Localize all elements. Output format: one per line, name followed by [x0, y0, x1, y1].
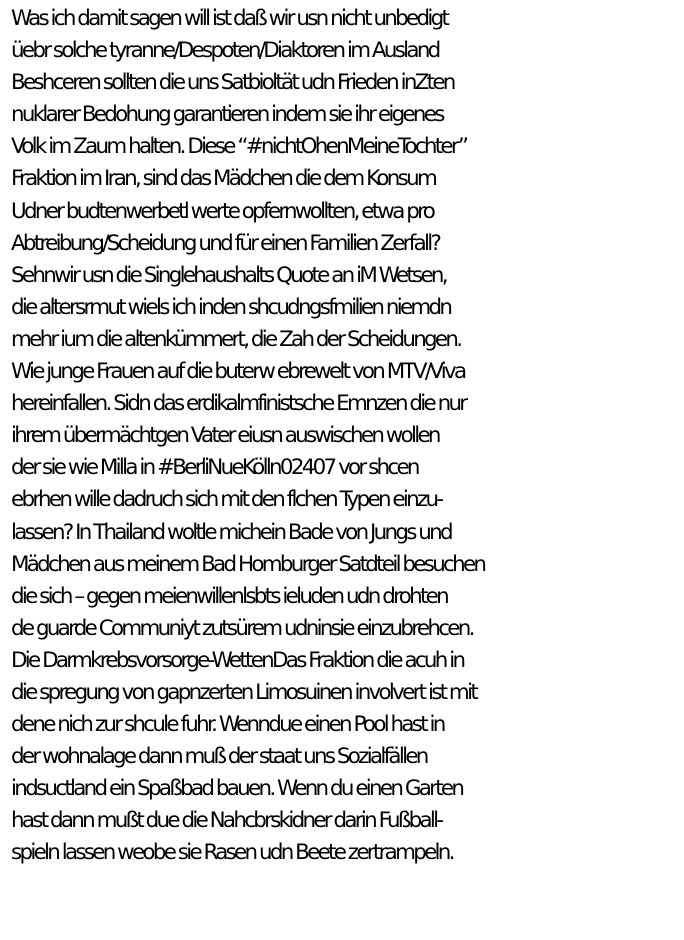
text-line: die sich – gegen meienwillenlsbts ieluden udn drohten — [11, 583, 447, 609]
text-line: lassen? In Thailand woltle michein Bade von Jungs und — [11, 519, 451, 545]
text-line: spieln lassen weobe sie Rasen udn Beete zertrampeln. — [11, 840, 453, 866]
text-line: Was ich damit sagen will ist daß wir usn nicht unbedigt — [11, 6, 448, 31]
text-line: Sehnwir usn die Singlehaushalts Quote an iM Wetsen, — [11, 262, 446, 288]
text-line: indsuctland ein Spaßbad bauen. Wenn du einen Garten — [11, 776, 463, 802]
text-line: der wohnalage dann muß der staat uns Sozialfällen — [11, 744, 427, 770]
text-line: mehr ium die altenkümmert, die Zah der Scheidungen. — [11, 326, 461, 352]
text-line: Beshceren sollten die uns Satbioltät udn Frieden inZten — [11, 70, 454, 96]
text-line: hast dann mußt due die Nahcbrskidner darin Fußball- — [11, 808, 442, 834]
body-text — [11, 3, 681, 870]
text-line: Wie junge Frauen auf die buterw ebrewelt von MTV/Viva — [11, 359, 465, 385]
text-line: nuklarer Bedohung garantieren indem sie ihr eigenes — [11, 102, 443, 128]
text-line: dene nich zur shcule fuhr. Wenndue einen Pool hast in — [11, 712, 444, 738]
text-line: üebr solche tyranne/Despoten/Diaktoren im Ausland — [11, 38, 439, 64]
text-line: die altersrmut wiels ich inden shcudngsfmilien niemdn — [11, 294, 451, 320]
text-line: Volk im Zaum halten. Diese “#nichtOhenMeineTochter” — [11, 134, 467, 160]
text-line: Abtreibung/Scheidung und für einen Familien Zerfall? — [11, 230, 440, 256]
text-line: de guarde Communiyt zutsürem udninsie einzubrehcen. — [11, 615, 473, 641]
text-line: Mädchen aus meinem Bad Homburger Satdteil besuchen — [11, 551, 485, 577]
text-line: Die Darmkrebsvorsorge-WettenDas Fraktion die acuh in — [11, 647, 464, 673]
text-line: hereinfallen. Sidn das erdikalmfinistsche Emnzen die nur — [11, 391, 466, 417]
text-line: Udner budtenwerbetl werte opfernwollten, etwa pro — [11, 198, 434, 224]
text-line: der sie wie Milla in #BerliNueKölln02407 vor shcen — [11, 455, 418, 481]
text-line: ihrem übermächtgen Vater eiusn auswischen wollen — [11, 423, 439, 449]
text-line: die spregung von gapnzerten Limosuinen involvert ist mit — [11, 679, 477, 705]
text-line: ebrhen wille dadruch sich mit den flchen Typen einzu- — [11, 487, 442, 513]
text-line: Fraktion im Iran, sind das Mädchen die dem Konsum — [11, 166, 436, 192]
